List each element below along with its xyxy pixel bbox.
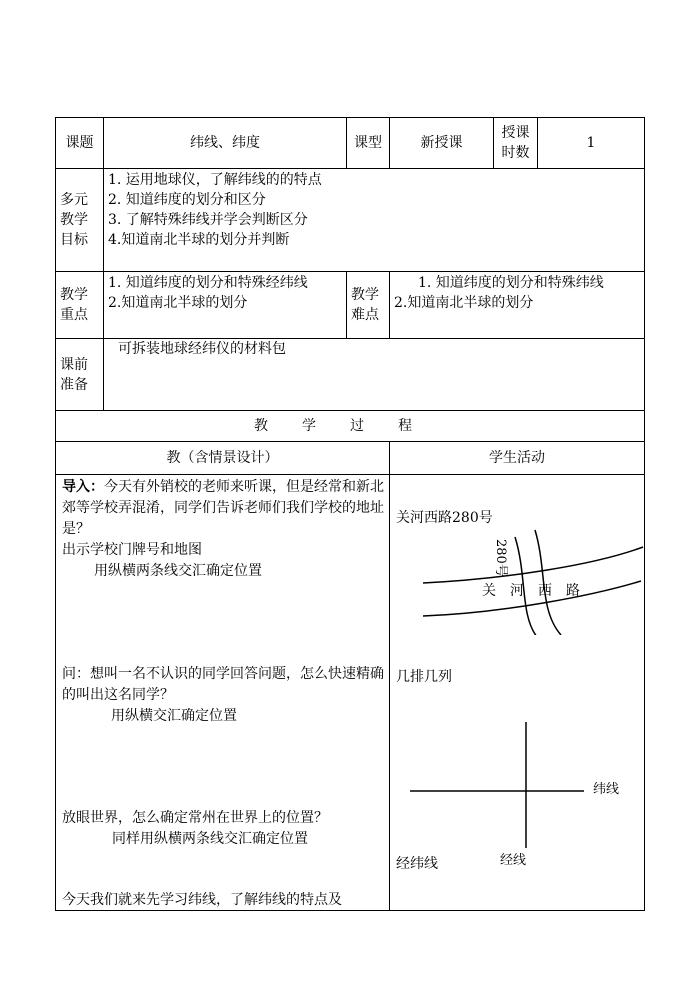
difficulties-label-1: 教学 [351, 287, 379, 303]
difficulty-item: 2.知道南北半球的划分 [394, 295, 534, 311]
process-title: 教学过程 [254, 418, 446, 434]
key-points-content [104, 272, 347, 339]
process-title-cell [56, 411, 645, 442]
weft-label: 纬线 [593, 782, 620, 797]
show-map-text: 出示学校门牌号和地图 [62, 542, 202, 558]
type-label: 课型 [347, 118, 390, 169]
preparation-label [56, 339, 104, 411]
hours-label [494, 118, 538, 169]
teaching-content [56, 475, 390, 911]
road-upper-line [423, 547, 643, 583]
preparation-label-2: 准备 [60, 376, 88, 393]
difficulties-label-2: 难点 [351, 307, 379, 323]
objectives-label-1: 多元 [60, 192, 88, 208]
closing-text: 今天我们就来先学习纬线，了解纬线的特点及 [62, 892, 342, 908]
answer-2: 同样用纵横两条线交汇确定位置 [112, 831, 308, 847]
key-points-label-2: 重点 [60, 307, 88, 323]
teach-column-header: 教（含情景设计） [56, 442, 390, 475]
objective-item: 3. 了解特殊纬线并学会判断区分 [108, 212, 308, 228]
key-points-row [56, 272, 645, 339]
question-1: 问：想叫一名不认识的同学回答问题，怎么快速精确的叫出这名同学？ [62, 666, 384, 703]
hours-label-line-1: 授课 [501, 125, 530, 141]
student-content [390, 475, 645, 911]
process-title-row [56, 411, 645, 442]
type-value: 新授课 [390, 118, 494, 169]
student-column-header: 学生活动 [390, 442, 645, 475]
warp-label: 经线 [500, 853, 527, 868]
hours-value: 1 [538, 118, 645, 169]
process-header-row [56, 442, 645, 475]
intro-paragraph [62, 477, 386, 540]
house-number-label: 280号 [493, 539, 508, 577]
objective-item: 1. 运用地球仪，了解纬线的的特点 [108, 172, 322, 188]
topic-label: 课题 [56, 118, 104, 169]
key-point-item: 1. 知道纬度的划分和特殊经纬线 [108, 275, 308, 291]
process-content-row [56, 475, 645, 911]
preparation-label-1: 课前 [60, 356, 88, 373]
road-name-label: 关 河 西 路 [482, 583, 580, 599]
grid-lines-label: 经纬线 [396, 856, 438, 872]
header-row [56, 118, 645, 169]
intro-label: 导入： [62, 479, 104, 495]
key-point-item: 2.知道南北半球的划分 [108, 295, 248, 311]
objectives-row [56, 169, 645, 272]
cross-lines-text: 用纵横两条线交汇确定位置 [94, 563, 262, 579]
objectives-label-2: 教学 [60, 212, 88, 228]
preparation-content [104, 339, 645, 411]
preparation-row [56, 339, 645, 411]
answer-1: 用纵横交汇确定位置 [111, 708, 237, 724]
difficulties-content [390, 272, 645, 339]
rows-columns-text: 几排几列 [396, 669, 452, 685]
key-points-label [56, 272, 104, 339]
key-points-label-1: 教学 [60, 287, 88, 303]
topic-value: 纬线、纬度 [104, 118, 347, 169]
difficulties-label [347, 272, 390, 339]
objective-item: 2. 知道纬度的划分和区分 [108, 192, 266, 208]
question-2: 放眼世界，怎么确定常州在世界上的位置？ [62, 810, 328, 826]
lesson-plan-table [55, 117, 645, 911]
grid-lines-diagram [408, 720, 588, 850]
intro-text: 今天有外销校的老师来听课，但是经常和新北郊等学校弄混淆，同学们告诉老师们我们学校的地址是？ [62, 479, 384, 537]
school-address: 关河西路280号 [396, 510, 493, 526]
objectives-label-3: 目标 [60, 232, 88, 248]
hours-label-line-2: 时数 [501, 145, 530, 161]
difficulty-item: 1. 知道纬度的划分和特殊纬线 [418, 275, 604, 291]
objectives-label [56, 169, 104, 272]
objectives-content [104, 169, 645, 272]
preparation-text: 可拆装地球经纬仪的材料包 [118, 341, 286, 357]
street-map-diagram [415, 525, 645, 635]
objective-item: 4.知道南北半球的划分并判断 [108, 232, 290, 248]
